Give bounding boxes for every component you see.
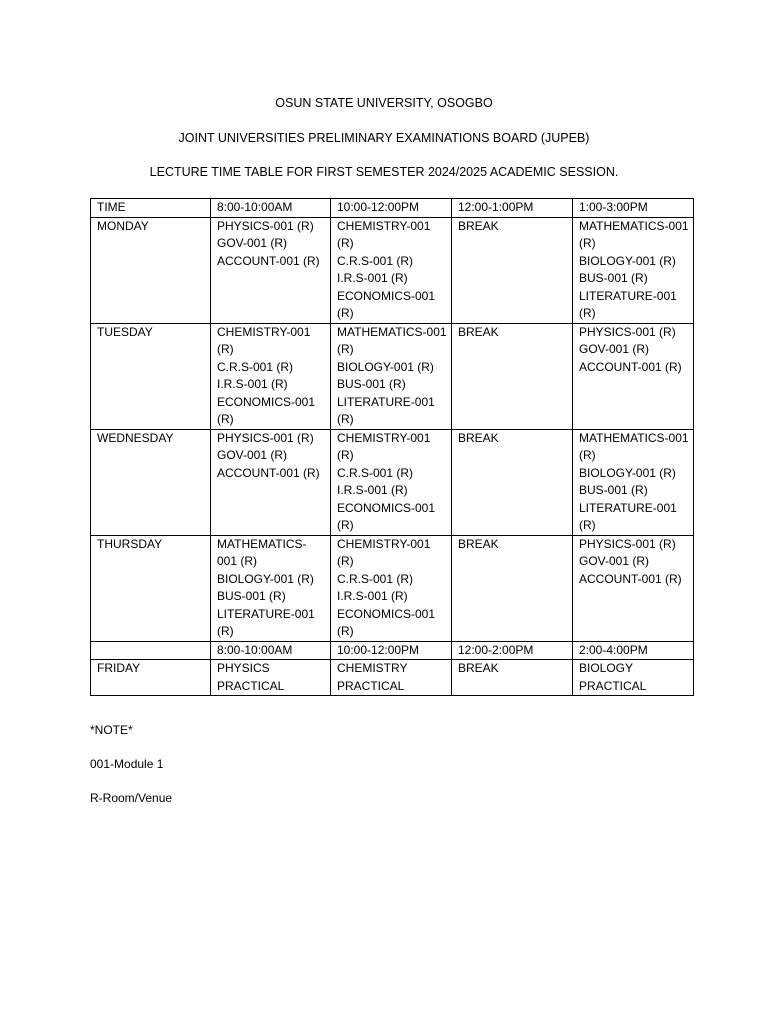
table-row <box>91 217 694 323</box>
timetable-title: LECTURE TIME TABLE FOR FIRST SEMESTER 2024/2025 ACADEMIC SESSION. <box>149 165 619 179</box>
university-name: OSUN STATE UNIVERSITY, OSOGBO <box>275 96 493 110</box>
cell-line: LITERATURE-001 (R) <box>337 394 435 426</box>
table-cell <box>211 660 331 696</box>
cell-line: LITERATURE-001 (R) <box>217 606 315 638</box>
row-label-cell <box>91 660 211 696</box>
cell-line: I.R.S-001 (R) <box>337 589 408 603</box>
table-row <box>91 199 694 218</box>
table-cell <box>452 323 573 429</box>
table-cell <box>331 199 452 218</box>
table-cell <box>211 199 331 218</box>
cell-line: BIOLOGY-001 (R) <box>337 359 434 374</box>
table-cell <box>331 660 452 696</box>
cell-line: I.R.S-001 (R) <box>217 377 288 391</box>
cell-line: CHEMISTRY-001 (R) <box>217 324 311 356</box>
table-row <box>91 660 694 696</box>
table-cell <box>331 429 452 535</box>
row-label-cell <box>91 217 211 323</box>
table-row <box>91 429 694 535</box>
cell-line: ACCOUNT-001 (R) <box>217 253 320 268</box>
cell-line: ACCOUNT-001 (R) <box>579 571 682 586</box>
table-cell <box>452 660 573 696</box>
table-cell <box>573 641 694 660</box>
cell-line: ECONOMICS-001 (R) <box>337 606 436 638</box>
cell-line: 10:00-12:00PM <box>337 642 420 657</box>
cell-line: BREAK <box>458 430 499 445</box>
cell-line: BIOLOGY PRACTICAL <box>579 661 647 693</box>
cell-line: ECONOMICS-001 (R) <box>337 500 436 532</box>
table-row <box>91 641 694 660</box>
note-module: 001-Module 1 <box>90 757 164 771</box>
table-cell <box>452 199 573 218</box>
table-cell <box>573 199 694 218</box>
cell-line: GOV-001 (R) <box>579 554 650 568</box>
cell-line: ECONOMICS-001 (R) <box>337 288 436 320</box>
cell-line: PHYSICS-001 (R) <box>217 430 314 445</box>
cell-line: PHYSICS PRACTICAL <box>217 661 285 693</box>
cell-line: CHEMISTRY PRACTICAL <box>337 661 408 693</box>
notes-section <box>90 722 172 824</box>
cell-line: BUS-001 (R) <box>579 271 648 285</box>
cell-line: GOV-001 (R) <box>217 236 288 250</box>
cell-line: 12:00-2:00PM <box>458 642 534 657</box>
note-room: R-Room/Venue <box>90 791 173 805</box>
table-cell <box>331 217 452 323</box>
table-cell <box>211 429 331 535</box>
cell-line: PHYSICS-001 (R) <box>579 536 676 551</box>
table-cell <box>573 323 694 429</box>
cell-line: THURSDAY <box>97 536 163 551</box>
cell-line: C.R.S-001 (R) <box>337 253 414 268</box>
table-cell <box>573 535 694 641</box>
cell-line: MATHEMATICS-001 (R) <box>337 324 447 356</box>
cell-line: CHEMISTRY-001 (R) <box>337 536 431 568</box>
cell-line: LITERATURE-001 (R) <box>579 500 677 532</box>
cell-line: 2:00-4:00PM <box>579 642 648 657</box>
cell-line: BUS-001 (R) <box>579 483 648 497</box>
cell-line: BREAK <box>458 324 499 339</box>
cell-line: 1:00-3:00PM <box>579 200 648 214</box>
cell-line: MATHEMATICS-001 (R) <box>579 430 689 462</box>
cell-line: C.R.S-001 (R) <box>337 465 414 480</box>
lecture-timetable <box>90 198 694 696</box>
cell-line: BIOLOGY-001 (R) <box>217 571 314 586</box>
cell-line: ACCOUNT-001 (R) <box>217 465 320 480</box>
cell-line: BREAK <box>458 661 499 675</box>
cell-line: MONDAY <box>97 218 149 233</box>
cell-line: I.R.S-001 (R) <box>337 483 408 497</box>
cell-line: LITERATURE-001 (R) <box>579 288 677 320</box>
table-cell <box>452 641 573 660</box>
table-cell <box>211 641 331 660</box>
table-cell <box>331 641 452 660</box>
cell-line: C.R.S-001 (R) <box>337 571 414 586</box>
row-label-cell <box>91 323 211 429</box>
table-cell <box>573 660 694 696</box>
cell-line: I.R.S-001 (R) <box>337 271 408 285</box>
table-cell <box>573 429 694 535</box>
cell-line: PHYSICS-001 (R) <box>217 218 314 233</box>
row-label-cell <box>91 429 211 535</box>
row-label-cell <box>91 199 211 218</box>
table-row <box>91 535 694 641</box>
cell-line: TIME <box>97 200 126 214</box>
note-heading: *NOTE* <box>90 723 133 737</box>
cell-line: CHEMISTRY-001 (R) <box>337 430 431 462</box>
cell-line: GOV-001 (R) <box>217 448 288 462</box>
cell-line: PHYSICS-001 (R) <box>579 324 676 339</box>
cell-line: BREAK <box>458 218 499 233</box>
table-row <box>91 323 694 429</box>
cell-line: 12:00-1:00PM <box>458 200 534 214</box>
cell-line: TUESDAY <box>97 324 153 339</box>
cell-line: ACCOUNT-001 (R) <box>579 359 682 374</box>
cell-line: GOV-001 (R) <box>579 342 650 356</box>
table-cell <box>452 217 573 323</box>
cell-line: 8:00-10:00AM <box>217 200 293 214</box>
cell-line: BIOLOGY-001 (R) <box>579 465 676 480</box>
table-cell <box>452 535 573 641</box>
table-cell <box>452 429 573 535</box>
table-cell <box>573 217 694 323</box>
cell-line: BREAK <box>458 536 499 551</box>
cell-line: CHEMISTRY-001 (R) <box>337 218 431 250</box>
table-cell <box>211 323 331 429</box>
table-cell <box>331 323 452 429</box>
cell-line: MATHEMATICS-001 (R) <box>579 218 689 250</box>
cell-line: FRIDAY <box>97 661 141 675</box>
cell-line: 8:00-10:00AM <box>217 642 293 657</box>
cell-line: ECONOMICS-001 (R) <box>217 394 316 426</box>
table-cell <box>211 217 331 323</box>
row-label-cell <box>91 641 211 660</box>
cell-line: 10:00-12:00PM <box>337 200 420 214</box>
table-cell <box>331 535 452 641</box>
cell-line: BIOLOGY-001 (R) <box>579 253 676 268</box>
board-name: JOINT UNIVERSITIES PRELIMINARY EXAMINATIONS BOARD (JUPEB) <box>178 131 590 145</box>
cell-line: C.R.S-001 (R) <box>217 359 294 374</box>
cell-line: BUS-001 (R) <box>217 589 286 603</box>
cell-line: BUS-001 (R) <box>337 377 406 391</box>
cell-line: MATHEMATICS-001 (R) <box>217 536 307 568</box>
cell-line: WEDNESDAY <box>97 430 174 445</box>
row-label-cell <box>91 535 211 641</box>
table-cell <box>211 535 331 641</box>
